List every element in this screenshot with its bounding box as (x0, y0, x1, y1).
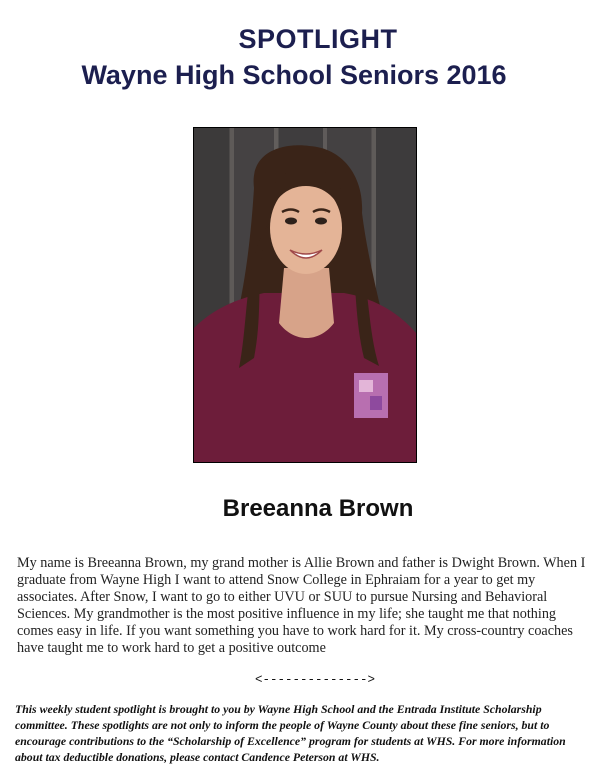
sponsor-footer: This weekly student spotlight is brought to you by Wayne High School and the Entrada Institute Scholarship committee. These spotlights are not only to inform the people of Wayne County about these fine seniors, but to encourage contributions to the “Scholarship of Excellence” program for students at WHS. For more information about tax deductible donations, please contact Candence Peterson at WHS. (15, 702, 566, 764)
page-subtitle: Wayne High School Seniors 2016 (81, 60, 507, 90)
page-title: SPOTLIGHT (238, 24, 398, 54)
section-divider: <--------------> (254, 673, 376, 687)
student-name: Breeanna Brown (222, 495, 414, 522)
student-photo (193, 127, 417, 463)
student-bio: My name is Breeanna Brown, my grand mother is Allie Brown and father is Dwight Brown. When I graduate from Wayne High I want to attend Snow College in Ephraiam for a year to get my associates. After Snow, I want to go to either UVU or SUU to pursue Nursing and Behavioral Sciences. My grandmother is the most positive influence in my life; she taught me that nothing comes easy in life. If you want something you have to work hard for it. My cross-country coaches have taught me to work hard to get a positive outcome (17, 555, 586, 656)
portrait-illustration (194, 128, 416, 462)
